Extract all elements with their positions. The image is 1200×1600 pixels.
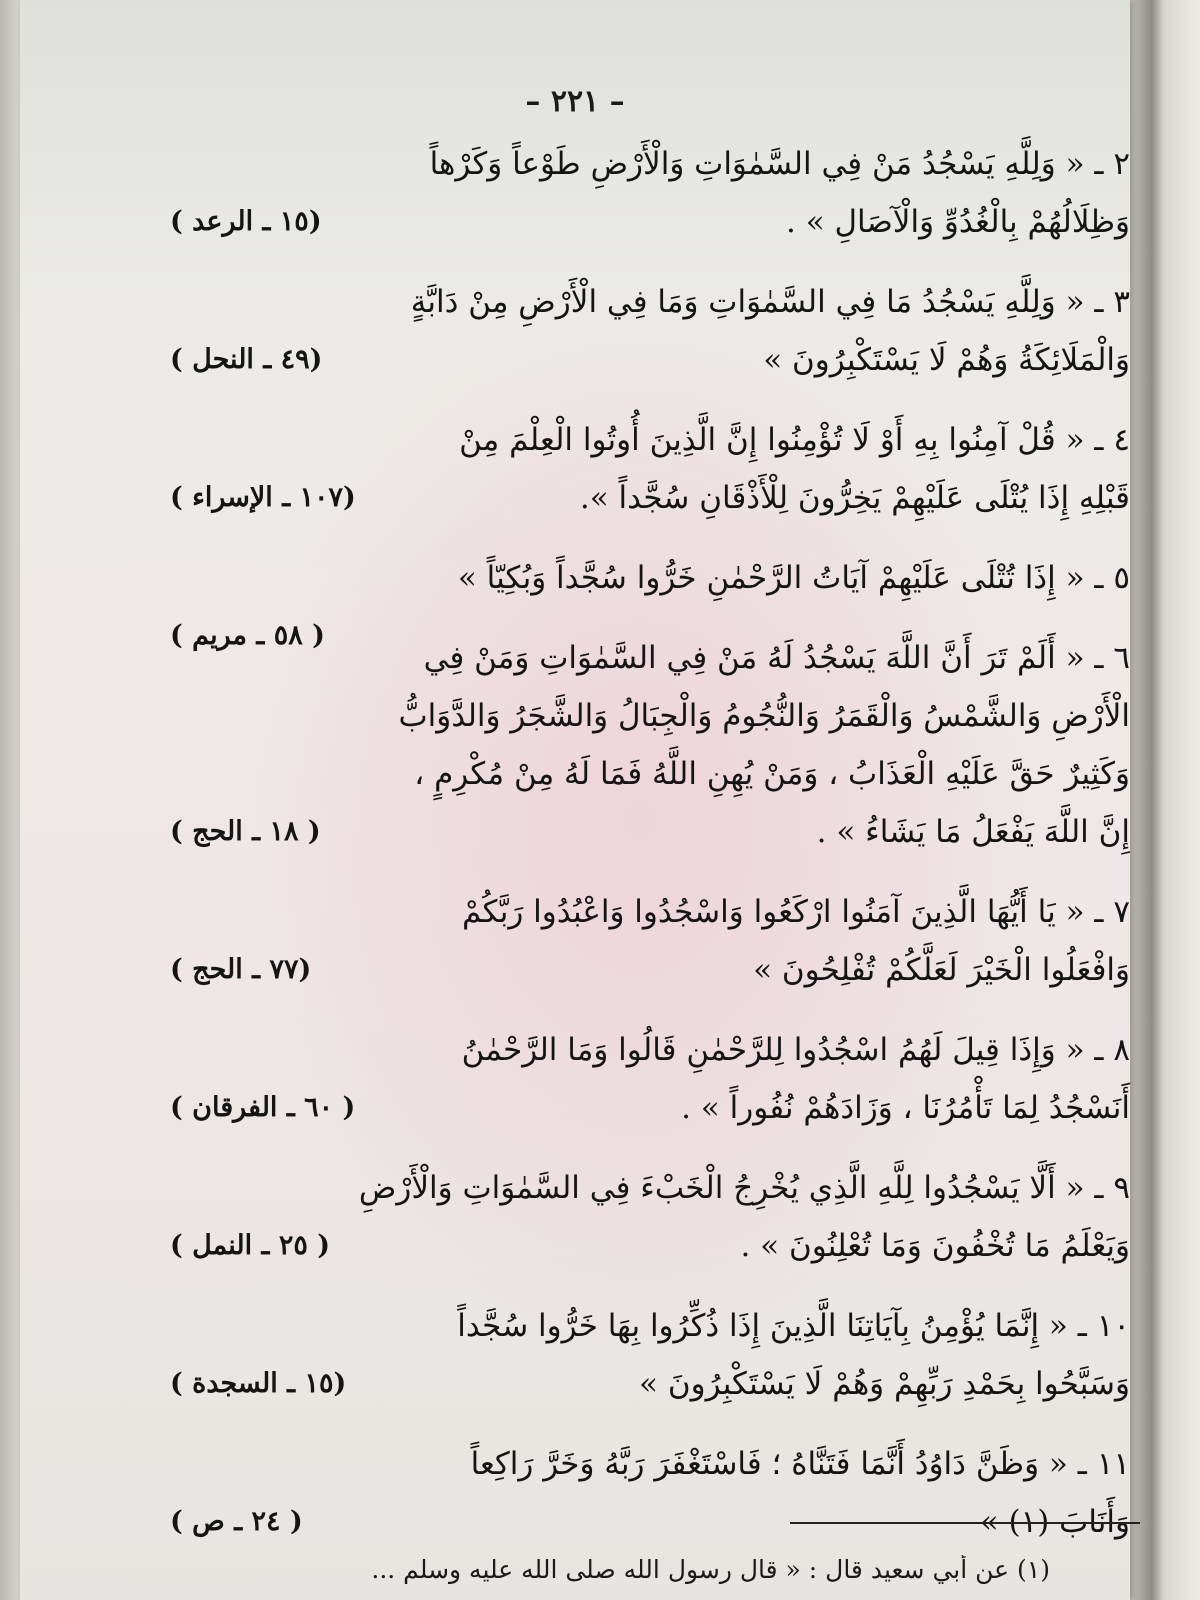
verse-text: ٣ ـ « وَلِلَّهِ يَسْجُدُ مَا فِي السَّمٰوَاتِ وَمَا فِي الْأَرْضِ مِنْ دَابَّةٍ [410, 284, 1130, 320]
verse-text: إِنَّ اللَّهَ يَفْعَلُ مَا يَشَاءُ » . [816, 814, 1130, 850]
verse-text: قَبْلِهِ إِذَا يُتْلَى عَلَيْهِمْ يَخِرُّونَ لِلْأَذْقَانِ سُجَّداً ». [579, 480, 1130, 516]
verse-line [170, 1079, 1130, 1137]
verse-line [170, 883, 1130, 941]
verse-text: وَيَعْلَمُ مَا تُخْفُونَ وَمَا تُعْلِنُونَ » . [740, 1228, 1130, 1264]
book-page [20, 0, 1130, 1600]
verse-item [170, 629, 1130, 861]
verse-line [170, 1435, 1130, 1493]
verse-line [170, 193, 1130, 251]
verse-item [170, 883, 1130, 999]
page-number: – ٢٢١ – [525, 84, 625, 119]
verse-reference: ( ٢٤ ـ ص ) [170, 1506, 303, 1537]
verse-reference: ( ٥٨ ـ مريم ) [170, 620, 325, 651]
verse-line [170, 135, 1130, 193]
verse-reference: ( ٦٠ ـ الفرقان ) [170, 1092, 356, 1123]
verse-line [170, 411, 1130, 469]
verse-text: وَسَبَّحُوا بِحَمْدِ رَبِّهِمْ وَهُمْ لَا يَسْتَكْبِرُونَ » [639, 1366, 1130, 1402]
footnote: (١) عن أبي سعيد قال : « قال رسول الله صلى الله عليه وسلم ... [371, 1555, 1050, 1584]
verse-text: وَظِلَالُهُمْ بِالْغُدُوِّ وَالْآصَالِ » . [785, 204, 1130, 240]
verse-text: ٩ ـ « أَلَّا يَسْجُدُوا لِلَّهِ الَّذِي يُخْرِجُ الْخَبْءَ فِي السَّمٰوَاتِ وَالْأَرْضِ [358, 1170, 1130, 1206]
verse-item [170, 1435, 1130, 1551]
verse-line [170, 1297, 1130, 1355]
verse-text: ٦ ـ « أَلَمْ تَرَ أَنَّ اللَّهَ يَسْجُدُ لَهُ مَنْ فِي السَّمٰوَاتِ وَمَنْ فِي [423, 640, 1130, 676]
verse-text: وَكَثِيرٌ حَقَّ عَلَيْهِ الْعَذَابُ ، وَمَنْ يُهِنِ اللَّهُ فَمَا لَهُ مِنْ مُكْرِمٍ ، [414, 756, 1130, 792]
verse-text: ٥ ـ « إِذَا تُتْلَى عَلَيْهِمْ آيَاتُ الرَّحْمٰنِ خَرُّوا سُجَّداً وَبُكِيّاً » [457, 560, 1130, 596]
verse-reference: ( ٢٥ ـ النمل ) [170, 1230, 331, 1261]
verse-reference: (١٥ ـ الرعد ) [170, 206, 322, 237]
verse-text: ١٠ ـ « إِنَّمَا يُؤْمِنُ بِآيَاتِنَا الَّذِينَ إِذَا ذُكِّرُوا بِهَا خَرُّوا سُجَّداً [457, 1308, 1130, 1344]
verse-item [170, 273, 1130, 389]
verse-item [170, 1297, 1130, 1413]
verse-line [170, 629, 1130, 687]
verse-text: ٧ ـ « يَا أَيُّهَا الَّذِينَ آمَنُوا ارْكَعُوا وَاسْجُدُوا وَاعْبُدُوا رَبَّكُمْ [461, 894, 1130, 930]
verse-line [170, 941, 1130, 999]
verse-item [170, 411, 1130, 527]
verse-line [170, 1355, 1130, 1413]
verse-line [170, 273, 1130, 331]
verse-line [170, 687, 1130, 745]
verse-text: أَنَسْجُدُ لِمَا تَأْمُرُنَا ، وَزَادَهُمْ نُفُوراً » . [681, 1090, 1130, 1126]
verse-line [170, 1021, 1130, 1079]
footnote-divider [790, 1522, 1140, 1524]
verse-reference: ( ١٨ ـ الحج ) [170, 816, 321, 847]
verse-item [170, 1021, 1130, 1137]
verse-line [170, 469, 1130, 527]
verse-text: ١١ ـ « وَظَنَّ دَاوُدُ أَنَّمَا فَتَنَّاهُ ؛ فَاسْتَغْفَرَ رَبَّهُ وَخَرَّ رَاكِعاً [470, 1446, 1130, 1482]
verse-line [170, 745, 1130, 803]
verse-text: وَأَنَابَ (١) » [979, 1504, 1130, 1540]
verse-line [170, 1217, 1130, 1275]
verse-reference: (٤٩ ـ النحل ) [170, 344, 323, 375]
verse-item [170, 1159, 1130, 1275]
verse-text: الْأَرْضِ وَالشَّمْسُ وَالْقَمَرُ وَالنُّجُومُ وَالْجِبَالُ وَالشَّجَرُ وَالدَّوَابُّ [398, 698, 1130, 734]
verse-line [170, 803, 1130, 861]
verse-item [170, 549, 1130, 651]
verse-line [170, 1159, 1130, 1217]
verse-list [170, 135, 1130, 1573]
verse-line [170, 331, 1130, 389]
verse-text: ٨ ـ « وَإِذَا قِيلَ لَهُمُ اسْجُدُوا لِلرَّحْمٰنِ قَالُوا وَمَا الرَّحْمٰنُ [461, 1032, 1130, 1068]
verse-text: وَافْعَلُوا الْخَيْرَ لَعَلَّكُمْ تُفْلِحُونَ » [753, 952, 1130, 988]
verse-text: وَالْمَلَائِكَةُ وَهُمْ لَا يَسْتَكْبِرُونَ » [763, 342, 1130, 378]
verse-reference: (١٠٧ ـ الإسراء ) [170, 482, 356, 513]
verse-text: ٤ ـ « قُلْ آمِنُوا بِهِ أَوْ لَا تُؤْمِنُوا إِنَّ الَّذِينَ أُوتُوا الْعِلْمَ مِنْ [459, 422, 1130, 458]
verse-reference: (١٥ ـ السجدة ) [170, 1368, 347, 1399]
verse-text: ٢ ـ « وَلِلَّهِ يَسْجُدُ مَنْ فِي السَّمٰوَاتِ وَالْأَرْضِ طَوْعاً وَكَرْهاً [429, 146, 1130, 182]
verse-reference: (٧٧ ـ الحج ) [170, 954, 312, 985]
verse-item [170, 135, 1130, 251]
verse-line [170, 549, 1130, 607]
